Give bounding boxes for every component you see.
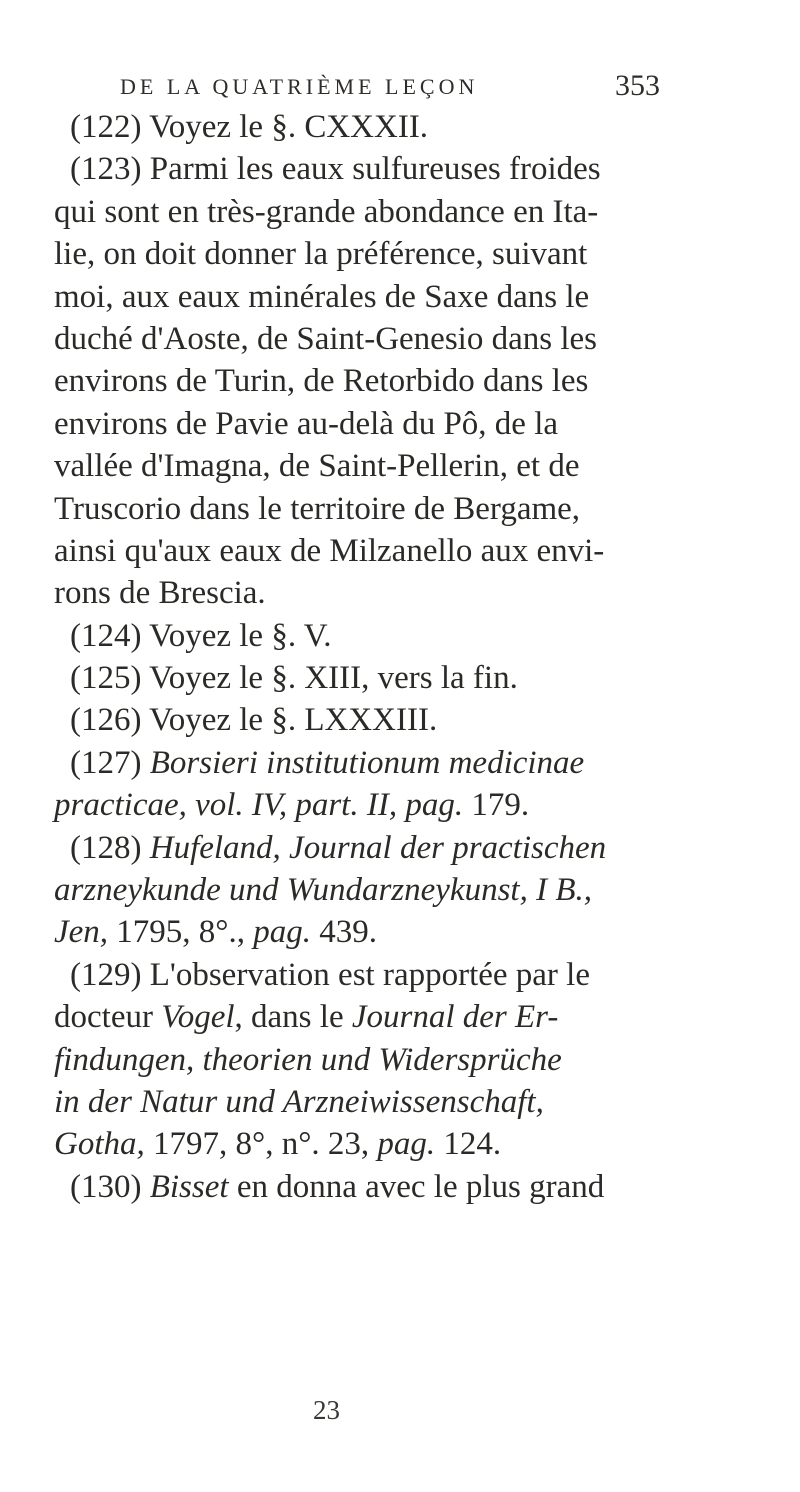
text-line: [54, 1123, 754, 1165]
italic-span: arzneykunde und Wundarzneykunst, I B.,: [54, 872, 592, 909]
text-line: vallée d'Imagna, de Saint-Pellerin, et de: [54, 448, 580, 485]
text-span: 1797, 8°, n°. 23,: [144, 1126, 378, 1163]
text-line: [54, 1166, 754, 1208]
italic-span: Journal der Er-: [351, 999, 559, 1036]
text-span: 179.: [463, 787, 530, 824]
text-span: 124.: [435, 1126, 502, 1163]
italic-span: pag.: [377, 1126, 436, 1163]
italic-span: Hufeland, Journal der practischen: [149, 829, 607, 866]
text-span: (130): [70, 1168, 150, 1205]
italic-span: Gotha,: [54, 1126, 145, 1163]
text-line: lie, on doit donner la préférence, suivant: [54, 236, 588, 273]
text-line: rons de Brescia.: [54, 575, 266, 612]
text-line: (126) Voyez le §. LXXXIII.: [70, 702, 438, 739]
running-head: [120, 66, 660, 106]
text-line: environs de Pavie au-delà du Pô, de la: [54, 405, 559, 442]
italic-span: Vogel: [161, 999, 235, 1036]
text-span: , dans le: [234, 999, 352, 1036]
text-line: [54, 996, 754, 1038]
text-line: [54, 911, 754, 953]
italic-span: pag.: [253, 914, 311, 951]
italic-span: Borsieri institutionum medicinae: [149, 744, 585, 781]
text-line: (125) Voyez le §. XIII, vers la fin.: [70, 660, 518, 697]
italic-span: in der Natur und Arzneiwissenschaft,: [54, 1083, 544, 1120]
text-span: (129) L'observation est rapportée par le: [70, 956, 590, 993]
text-line: (122) Voyez le §. CXXXII.: [70, 109, 429, 145]
text-line: qui sont en très-grande abondance en Ita-: [54, 193, 599, 230]
text-line: environs de Turin, de Retorbido dans les: [54, 363, 589, 400]
text-span: (127): [70, 744, 150, 781]
text-line: Truscorio dans le territoire de Bergame,: [54, 490, 581, 527]
text-span: (128): [70, 829, 150, 866]
text-line: [54, 869, 754, 911]
text-span: en donna avec le plus grand: [228, 1168, 605, 1205]
text-line: [54, 954, 754, 996]
text-span: 1795, 8°.,: [108, 914, 254, 951]
text-line: (124) Voyez le §. V.: [70, 617, 332, 654]
italic-span: practicae, vol. IV, part. II, pag.: [54, 787, 464, 824]
text-span: 439.: [311, 914, 377, 951]
signature-mark: 23: [313, 1395, 340, 1425]
text-line: ainsi qu'aux eaux de Milzanello aux envi-: [54, 532, 605, 569]
text-line: [54, 1081, 754, 1123]
italic-span: Jen,: [54, 914, 109, 951]
italic-span: Bisset: [149, 1168, 229, 1205]
running-head-title: DE LA QUATRIÈME LEÇON: [120, 74, 479, 99]
text-line: (123) Parmi les eaux sulfureuses froides: [70, 151, 601, 188]
text-line: [54, 1039, 754, 1081]
italic-span: findungen, theorien und Widersprüche: [54, 1041, 562, 1078]
text-line: moi, aux eaux minérales de Saxe dans le: [54, 278, 590, 315]
footnotes-text: [54, 106, 754, 1208]
text-line: [54, 784, 754, 826]
text-line: duché d'Aoste, de Saint-Genesio dans les: [54, 320, 597, 357]
text-span: docteur: [54, 999, 162, 1036]
page-number: 353: [615, 69, 660, 102]
text-line: [54, 827, 754, 869]
text-line: [54, 742, 754, 784]
